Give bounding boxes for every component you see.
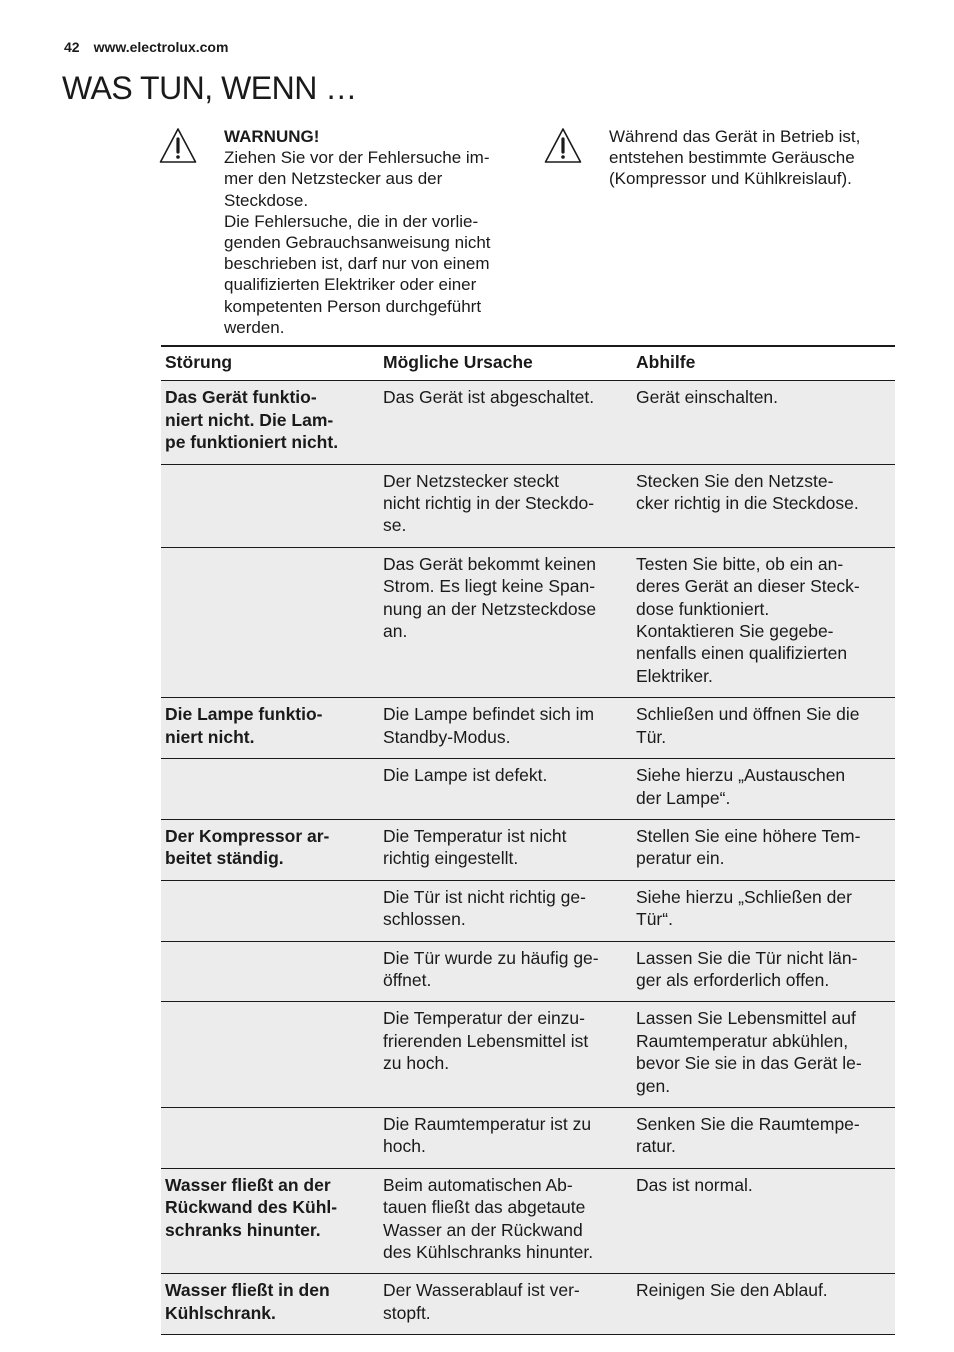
cell-ursache xyxy=(379,1107,632,1168)
cell-line: Das Gerät ist abgeschaltet. xyxy=(383,387,595,408)
cell-ursache xyxy=(379,547,632,697)
cell-abhilfe xyxy=(632,1002,895,1108)
cell-line: Gerät einschalten. xyxy=(636,387,779,408)
cell-line: tauen fließt das abgetaute xyxy=(383,1197,586,1218)
cell-line: frierenden Lebensmittel ist xyxy=(383,1030,589,1051)
table-row xyxy=(161,464,895,547)
cell-ursache xyxy=(379,759,632,820)
cell-line: Senken Sie die Raumtempe- xyxy=(636,1113,860,1134)
cell-line: Rückwand des Kühl- xyxy=(165,1197,338,1218)
cell-abhilfe xyxy=(632,464,895,547)
caution-line: entstehen bestimmte Geräusche xyxy=(609,148,855,168)
table-row xyxy=(161,698,895,759)
table-row xyxy=(161,381,895,464)
cell-line: niert nicht. xyxy=(165,726,255,747)
cell-line: beitet ständig. xyxy=(165,848,284,869)
table-row xyxy=(161,1274,895,1335)
table-row xyxy=(161,941,895,1002)
table-row xyxy=(161,819,895,880)
column-header-abhilfe: Abhilfe xyxy=(632,346,895,381)
table-row xyxy=(161,1107,895,1168)
cell-abhilfe xyxy=(632,381,895,464)
warning-heading: WARNUNG! xyxy=(224,127,320,146)
cell-line: nung an der Netzsteckdose xyxy=(383,598,597,619)
table-row xyxy=(161,880,895,941)
cell-line: Die Temperatur ist nicht xyxy=(383,825,567,846)
cell-stoerung xyxy=(161,880,379,941)
cell-line: öffnet. xyxy=(383,969,432,990)
cell-line: Der Wasserablauf ist ver- xyxy=(383,1280,580,1301)
cell-line: nenfalls einen qualifizierten xyxy=(636,643,848,664)
site-url: www.electrolux.com xyxy=(93,39,229,55)
cell-line: Tür“. xyxy=(636,909,673,930)
cell-line: an. xyxy=(383,621,408,642)
column-header-stoerung: Störung xyxy=(161,346,379,381)
cell-abhilfe xyxy=(632,1168,895,1274)
cell-line: Die Lampe funktio- xyxy=(165,704,323,725)
warning-line: kompetenten Person durchgeführt xyxy=(224,296,482,316)
page-number: 42 xyxy=(64,39,80,55)
cell-line: Der Netzstecker steckt xyxy=(383,470,560,491)
cell-stoerung xyxy=(161,698,379,759)
cell-line: Reinigen Sie den Ablauf. xyxy=(636,1280,828,1301)
cell-line: peratur ein. xyxy=(636,848,725,869)
cell-line: richtig eingestellt. xyxy=(383,848,519,869)
cell-stoerung xyxy=(161,1002,379,1108)
caution-line: (Kompressor und Kühlkreislauf). xyxy=(609,169,852,189)
cell-ursache xyxy=(379,880,632,941)
troubleshooting-table xyxy=(161,345,895,1335)
cell-stoerung xyxy=(161,547,379,697)
cell-line: dose funktioniert. xyxy=(636,598,770,619)
cell-line: Kühlschrank. xyxy=(165,1302,276,1323)
cell-line: Die Raumtemperatur ist zu xyxy=(383,1113,592,1134)
cell-ursache xyxy=(379,698,632,759)
cell-ursache xyxy=(379,1168,632,1274)
cell-line: schranks hinunter. xyxy=(165,1219,321,1240)
page-title: WAS TUN, WENN … xyxy=(62,70,357,106)
cell-line: bevor Sie sie in das Gerät le- xyxy=(636,1053,862,1074)
cell-line: Die Lampe ist defekt. xyxy=(383,765,548,786)
cell-line: hoch. xyxy=(383,1136,426,1157)
warning-line: Steckdose. xyxy=(224,190,309,210)
cell-line: Elektriker. xyxy=(636,665,713,686)
warning-line: Ziehen Sie vor der Fehlersuche im- xyxy=(224,148,490,168)
cell-line: Lassen Sie die Tür nicht län- xyxy=(636,947,858,968)
cell-line: pe funktioniert nicht. xyxy=(165,432,339,453)
column-header-ursache: Mögliche Ursache xyxy=(379,346,632,381)
cell-line: Testen Sie bitte, ob ein an- xyxy=(636,553,844,574)
cell-line: Wasser an der Rückwand xyxy=(383,1219,583,1240)
cell-abhilfe xyxy=(632,759,895,820)
cell-line: schlossen. xyxy=(383,909,466,930)
cell-stoerung xyxy=(161,1168,379,1274)
cell-stoerung xyxy=(161,1274,379,1335)
cell-line: des Kühlschranks hinunter. xyxy=(383,1242,594,1262)
table-header-row xyxy=(161,346,895,381)
warning-line: Die Fehlersuche, die in der vorlie- xyxy=(224,211,479,231)
cell-line: se. xyxy=(383,515,407,536)
cell-stoerung xyxy=(161,464,379,547)
cell-abhilfe xyxy=(632,880,895,941)
caution-block xyxy=(543,126,903,190)
cell-abhilfe xyxy=(632,547,895,697)
table-row xyxy=(161,1002,895,1108)
warning-line: genden Gebrauchsanweisung nicht xyxy=(224,233,491,253)
cell-line: Stellen Sie eine höhere Tem- xyxy=(636,825,861,846)
cell-line: cker richtig in die Steckdose. xyxy=(636,493,859,514)
warning-line: werden. xyxy=(224,317,285,337)
cell-stoerung xyxy=(161,759,379,820)
cell-line: ratur. xyxy=(636,1136,676,1157)
cell-abhilfe xyxy=(632,1274,895,1335)
cell-line: Die Tür wurde zu häufig ge- xyxy=(383,947,599,968)
warning-line: mer den Netzstecker aus der xyxy=(224,169,443,189)
cell-line: Das Gerät funktio- xyxy=(165,387,317,408)
cell-line: Schließen und öffnen Sie die xyxy=(636,704,860,725)
cell-line: Raumtemperatur abkühlen, xyxy=(636,1030,849,1051)
cell-line: Das Gerät bekommt keinen xyxy=(383,553,597,574)
table-row xyxy=(161,759,895,820)
cell-abhilfe xyxy=(632,819,895,880)
cell-ursache xyxy=(379,941,632,1002)
table-row xyxy=(161,547,895,697)
cell-line: deres Gerät an dieser Steck- xyxy=(636,576,860,597)
cell-line: Stecken Sie den Netzste- xyxy=(636,470,834,491)
cell-line: Lassen Sie Lebensmittel auf xyxy=(636,1008,856,1029)
cell-line: Wasser fließt an der xyxy=(165,1174,331,1195)
cell-line: stopft. xyxy=(383,1302,431,1323)
cell-line: Siehe hierzu „Schließen der xyxy=(636,886,852,907)
caution-line: Während das Gerät in Betrieb ist, xyxy=(609,127,861,146)
cell-line: Die Tür ist nicht richtig ge- xyxy=(383,886,586,907)
cell-ursache xyxy=(379,1002,632,1108)
warning-line: qualifizierten Elektriker oder einer xyxy=(224,275,477,295)
cell-line: Wasser fließt in den xyxy=(165,1280,330,1301)
caution-text xyxy=(609,126,860,190)
cell-stoerung xyxy=(161,941,379,1002)
cell-abhilfe xyxy=(632,1107,895,1168)
cell-line: Das ist normal. xyxy=(636,1174,753,1195)
cell-line: niert nicht. Die Lam- xyxy=(165,409,334,430)
cell-line: Kontaktieren Sie gegebe- xyxy=(636,621,834,642)
cell-ursache xyxy=(379,464,632,547)
cell-line: der Lampe“. xyxy=(636,787,731,808)
cell-line: gen. xyxy=(636,1075,671,1096)
cell-abhilfe xyxy=(632,941,895,1002)
warning-text xyxy=(224,126,491,338)
cell-line: ger als erforderlich offen. xyxy=(636,969,830,990)
cell-line: Die Lampe befindet sich im xyxy=(383,704,595,725)
cell-line: nicht richtig in der Steckdo- xyxy=(383,493,595,514)
warning-triangle-icon xyxy=(158,126,198,166)
cell-line: Siehe hierzu „Austauschen xyxy=(636,765,846,786)
cell-line: Die Temperatur der einzu- xyxy=(383,1008,585,1029)
page-header xyxy=(64,39,228,55)
cell-line: Strom. Es liegt keine Span- xyxy=(383,576,596,597)
cell-line: zu hoch. xyxy=(383,1053,450,1074)
warning-block xyxy=(158,126,518,338)
table-row xyxy=(161,1168,895,1274)
warning-triangle-icon xyxy=(543,126,583,166)
cell-stoerung xyxy=(161,819,379,880)
cell-line: Beim automatischen Ab- xyxy=(383,1174,573,1195)
cell-stoerung xyxy=(161,1107,379,1168)
cell-ursache xyxy=(379,819,632,880)
cell-abhilfe xyxy=(632,698,895,759)
cell-ursache xyxy=(379,1274,632,1335)
warning-line: beschrieben ist, darf nur von einem xyxy=(224,254,490,274)
cell-stoerung xyxy=(161,381,379,464)
cell-line: Tür. xyxy=(636,726,667,747)
cell-ursache xyxy=(379,381,632,464)
cell-line: Standby-Modus. xyxy=(383,726,511,747)
cell-line: Der Kompressor ar- xyxy=(165,825,330,846)
